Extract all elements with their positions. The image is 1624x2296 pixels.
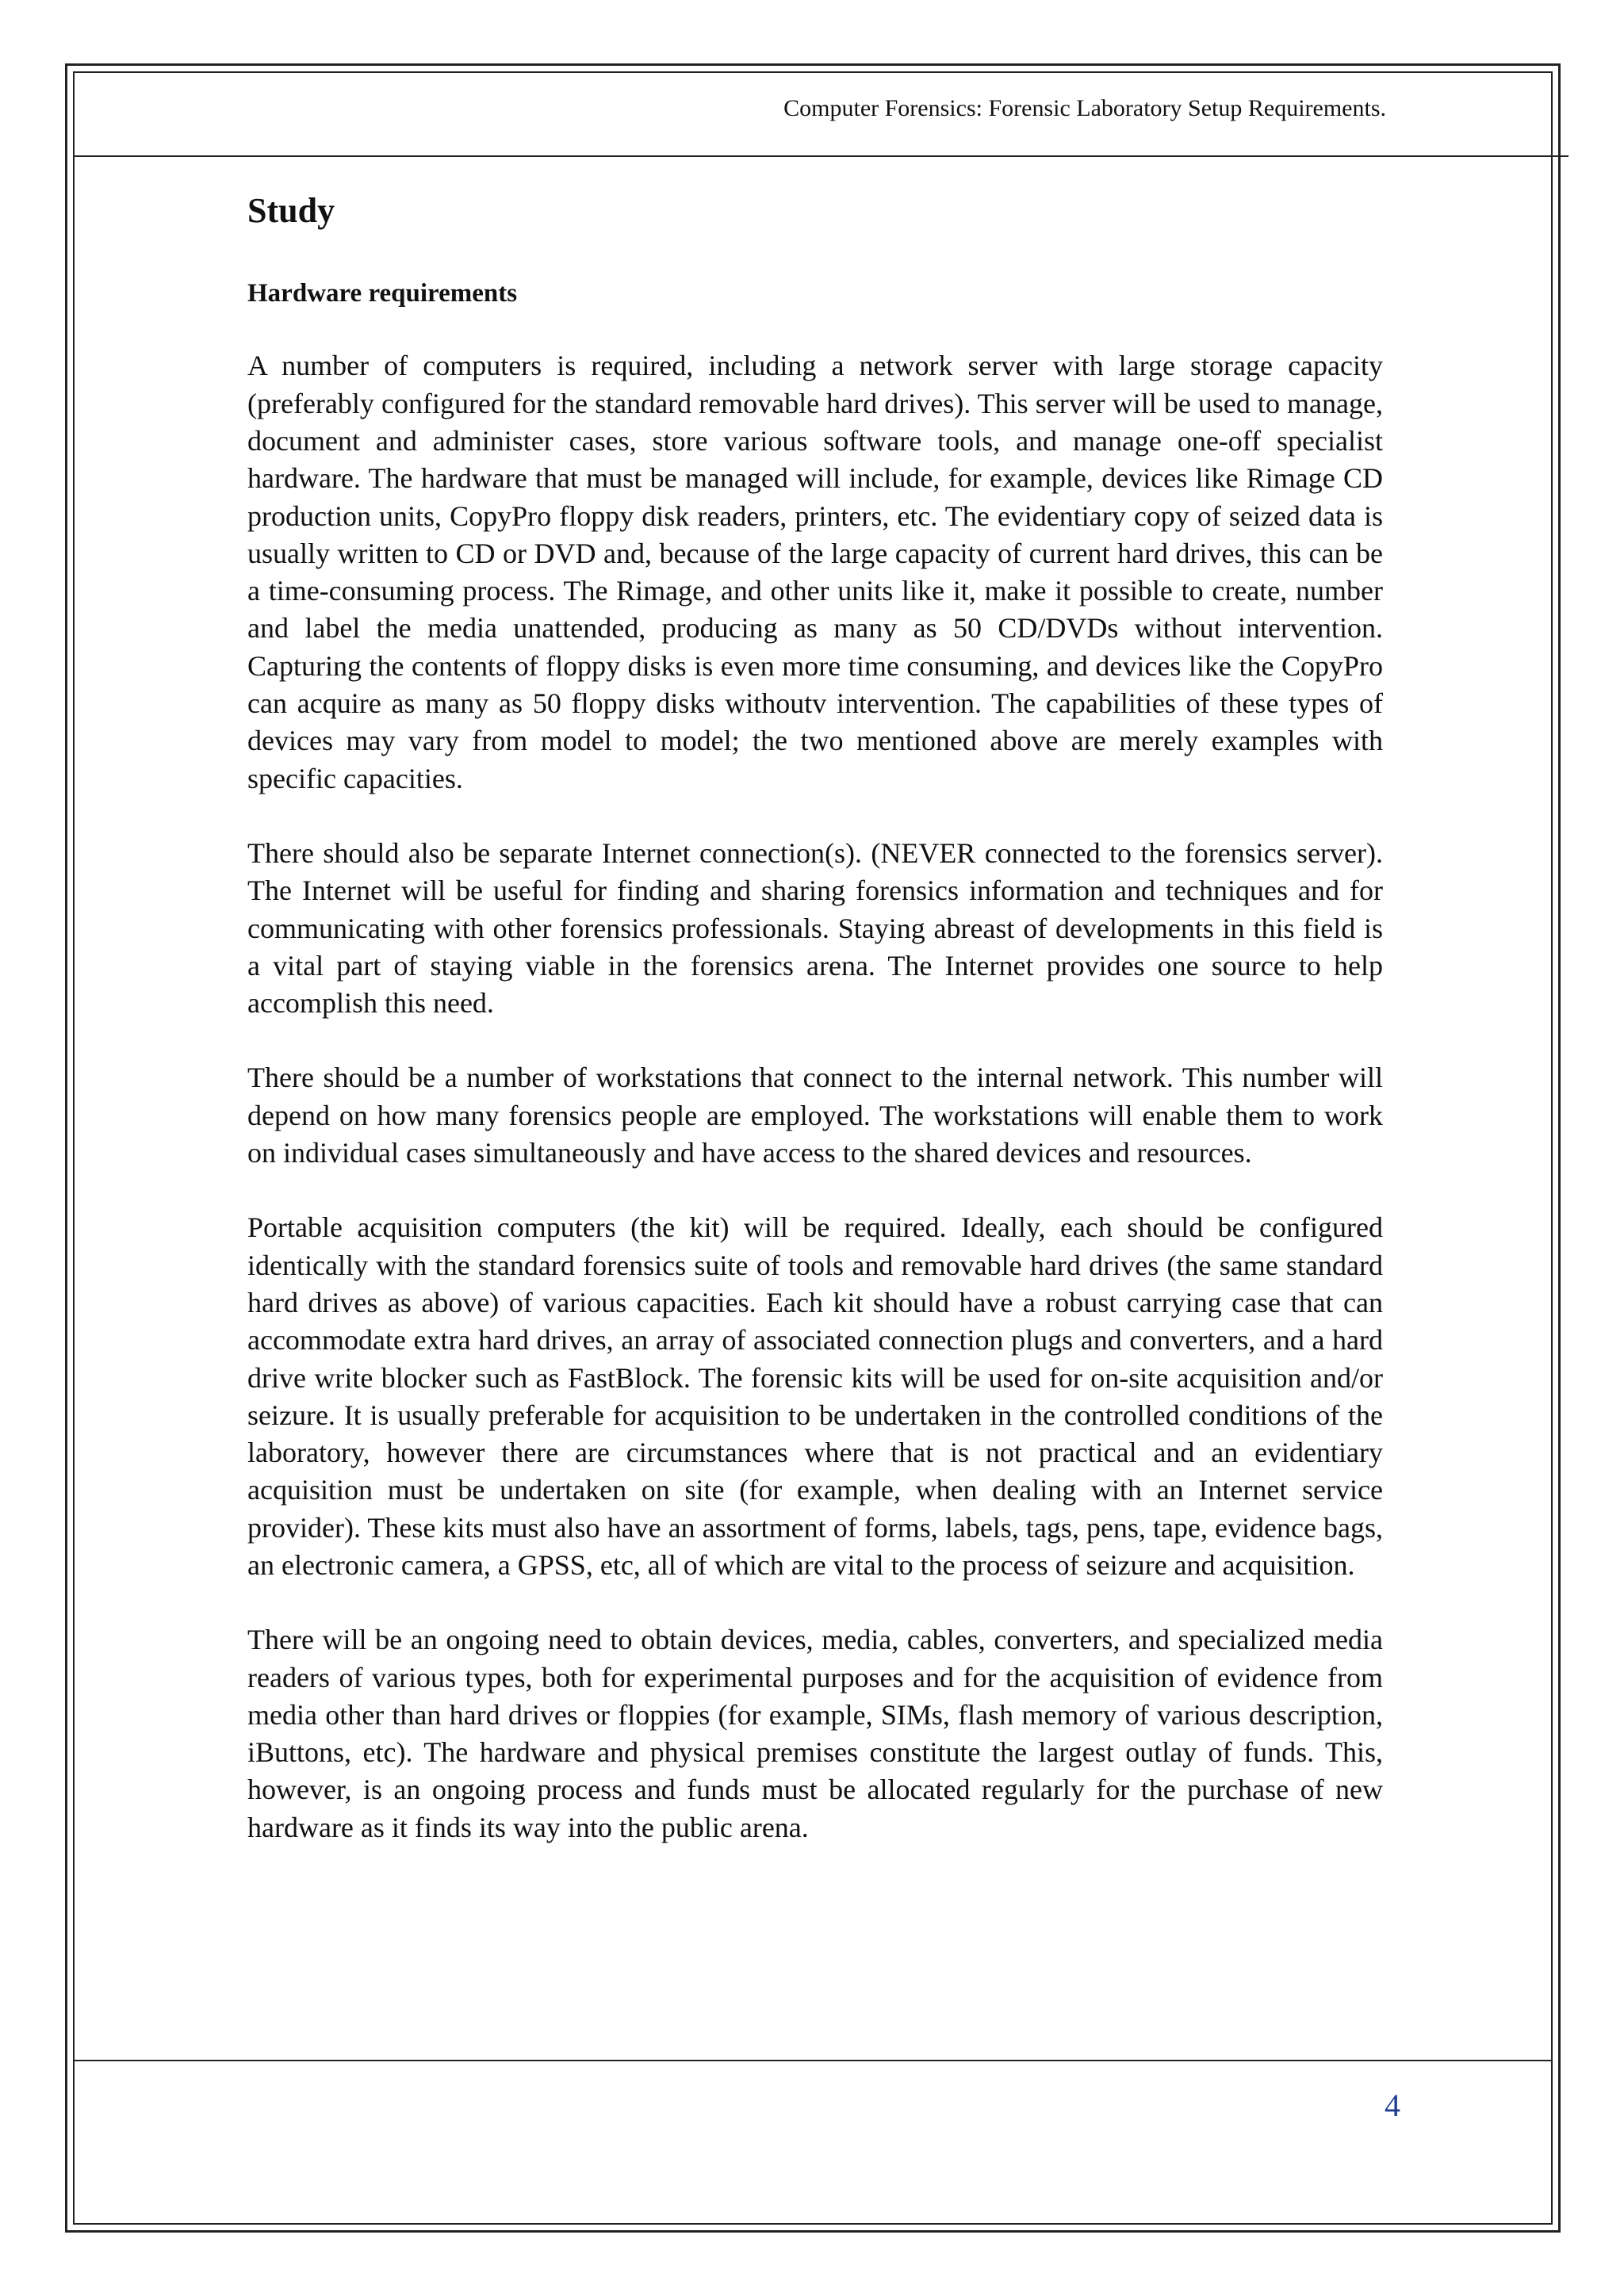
paragraph-workstations: There should be a number of workstations that connect to the internal network. This number will depend on how many forensics people are employed. The workstations will enable them to work on individual cases simultaneously and have access to the shared devices and resources.	[247, 1062, 1383, 1169]
paragraph-ongoing-needs: There will be an ongoing need to obtain devices, media, cables, converters, and specialized media readers of various types, both for experimental purposes and for the acquisition of evidence from media other than hard drives or floppies (for example, SIMs, flash memory of various description, iButtons, etc). The hardware and physical premises constitute the largest outlay of funds. This, however, is an ongoing process and funds must be allocated regularly for the purchase of new hardware as it finds its way into the public arena.	[247, 1624, 1383, 1843]
running-header: Computer Forensics: Forensic Laboratory Setup Requirements.	[783, 95, 1386, 121]
paragraph-portable-kits: Portable acquisition computers (the kit) will be required. Ideally, each should be configured identically with the standard forensics suite of tools and removable hard drives (the same standard hard drives as above) of various capacities. Each kit should have a robust carrying case that can accommodate extra hard drives, an array of associated connection plugs and converters, and a hard drive write blocker such as FastBlock. The forensic kits will be used for on-site acquisition and/or seizure. It is usually preferable for acquisition to be undertaken in the controlled conditions of the laboratory, however there are circumstances where that is not practical and an evidentiary acquisition must be undertaken on site (for example, when dealing with an Internet service provider). These kits must also have an assortment of forms, labels, tags, pens, tape, evidence bags, an electronic camera, a GPSS, etc, all of which are vital to the process of seizure and acquisition.	[247, 1211, 1383, 1581]
page-content	[247, 190, 1383, 1884]
page-number: 4	[1385, 2087, 1400, 2123]
paragraph-computers: A number of computers is required, including a network server with large storage capacity (preferably configured for the standard removable hard drives). This server will be used to manage, document and administer cases, store various software tools, and manage one-off specialist hardware. The hardware that must be managed will include, for example, devices like Rimage CD production units, CopyPro floppy disk readers, printers, etc. The evidentiary copy of seized data is usually written to CD or DVD and, because of the large capacity of current hard drives, this can be a time-consuming process. The Rimage, and other units like it, make it possible to create, number and label the media unattended, producing as many as 50 CD/DVDs without intervention. Capturing the contents of floppy disks is even more time consuming, and devices like the CopyPro can acquire as many as 50 floppy disks withoutv intervention. The capabilities of these types of devices may vary from model to model; the two mentioned above are merely examples with specific capacities.	[247, 350, 1383, 794]
section-title: Study	[247, 191, 335, 230]
footer-divider	[73, 2060, 1553, 2061]
header-divider	[73, 155, 1568, 157]
paragraph-internet: There should also be separate Internet connection(s). (NEVER connected to the forensics server). The Internet will be useful for finding and sharing forensics information and techniques and for communicating with other forensics professionals. Staying abreast of developments in this field is a vital part of staying viable in the forensics arena. The Internet provides one source to help accomplish this need.	[247, 836, 1383, 1020]
subsection-title: Hardware requirements	[247, 278, 518, 308]
